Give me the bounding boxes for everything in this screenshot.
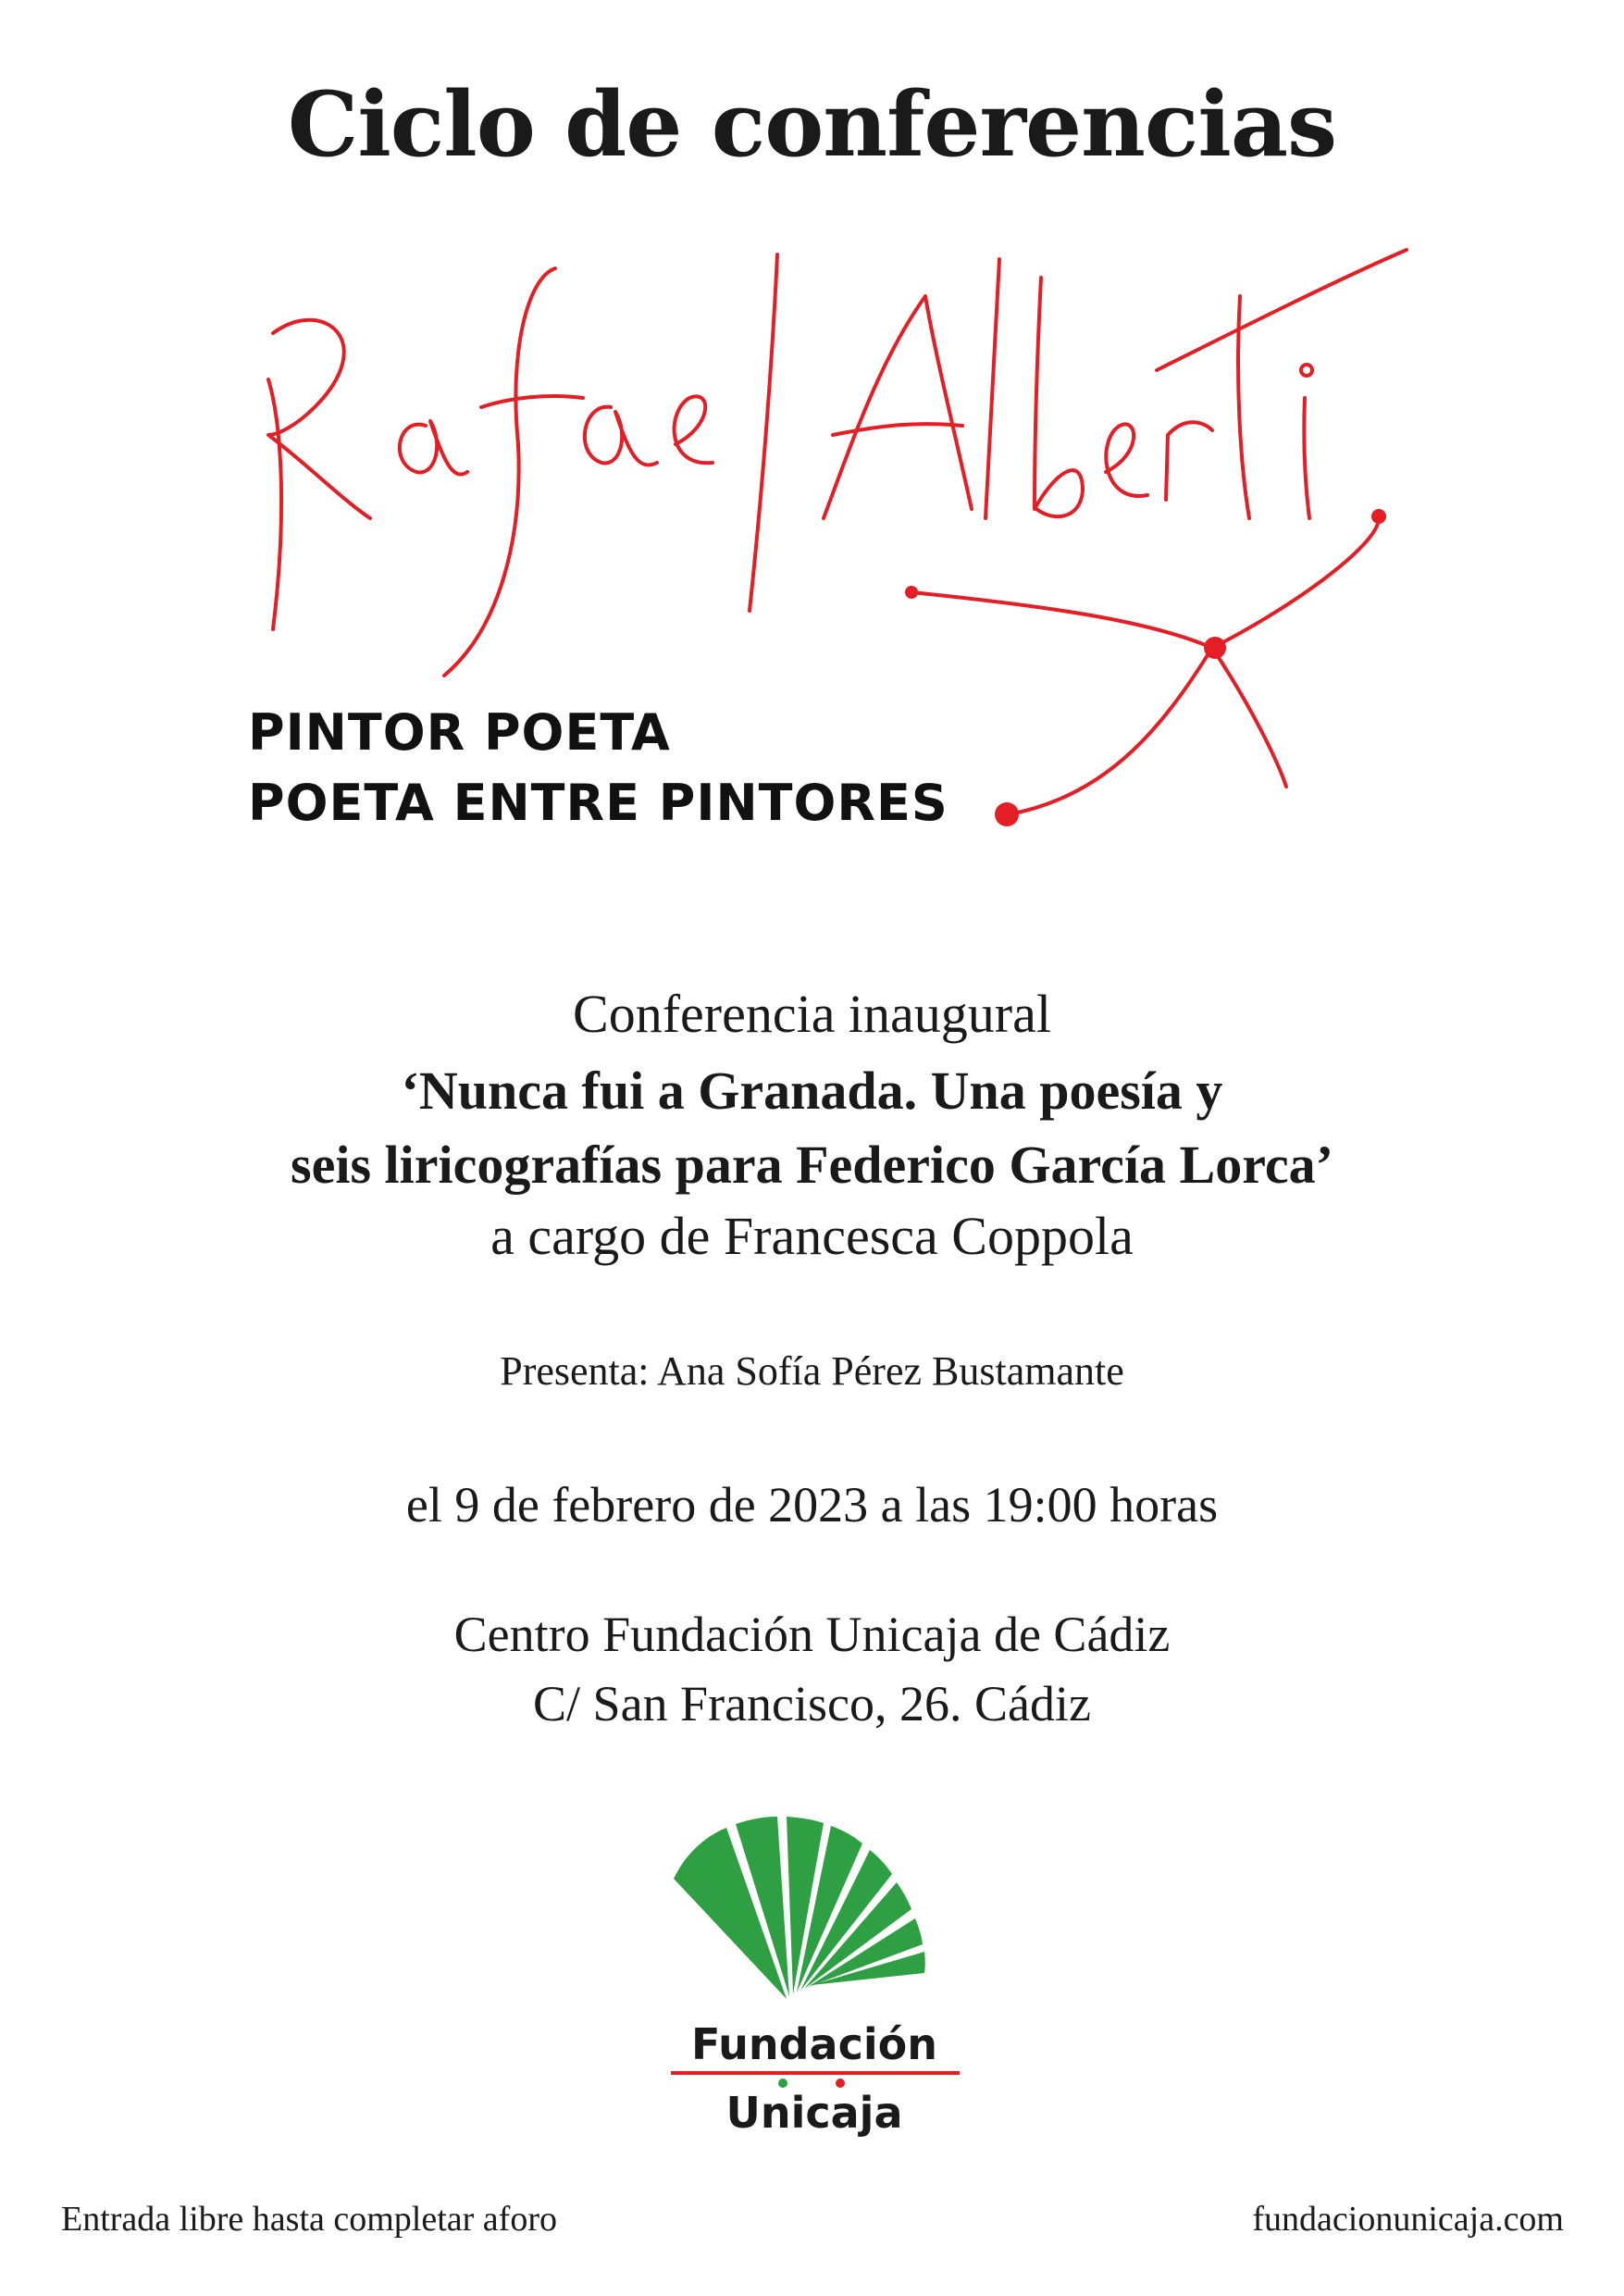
entrance-note: Entrada libre hasta completar aforo [61, 2200, 557, 2239]
conference-label: Conferencia inaugural [573, 984, 1051, 1044]
presenter: Presenta: Ana Sofía Pérez Bustamante [500, 1348, 1124, 1394]
website-link[interactable]: fundacionunicaja.com [1252, 2200, 1564, 2239]
logo-dot-red [836, 2079, 845, 2088]
logo-line-2: Unicaja [725, 2088, 903, 2138]
subtitle-line-2: POETA ENTRE PINTORES [248, 774, 948, 832]
talk-title-line-2: seis liricografías para Federico García Lorca’ [291, 1135, 1333, 1195]
logo-line-1: Fundación [691, 2019, 937, 2069]
event-datetime: el 9 de febrero de 2023 a las 19:00 horas [405, 1477, 1219, 1533]
page-title: Ciclo de conferencias [287, 72, 1337, 177]
logo-divider [671, 2071, 960, 2075]
venue-address: C/ San Francisco, 26. Cádiz [533, 1676, 1091, 1731]
venue-name: Centro Fundación Unicaja de Cádiz [453, 1607, 1171, 1662]
speaker: a cargo de Francesca Coppola [490, 1206, 1134, 1266]
talk-title-line-1: ‘Nunca fui a Granada. Una poesía y [401, 1061, 1223, 1121]
fundacion-unicaja-logo [648, 1791, 981, 2138]
logo-dot-green [778, 2079, 787, 2088]
subtitle-line-1: PINTOR POETA [248, 703, 671, 762]
